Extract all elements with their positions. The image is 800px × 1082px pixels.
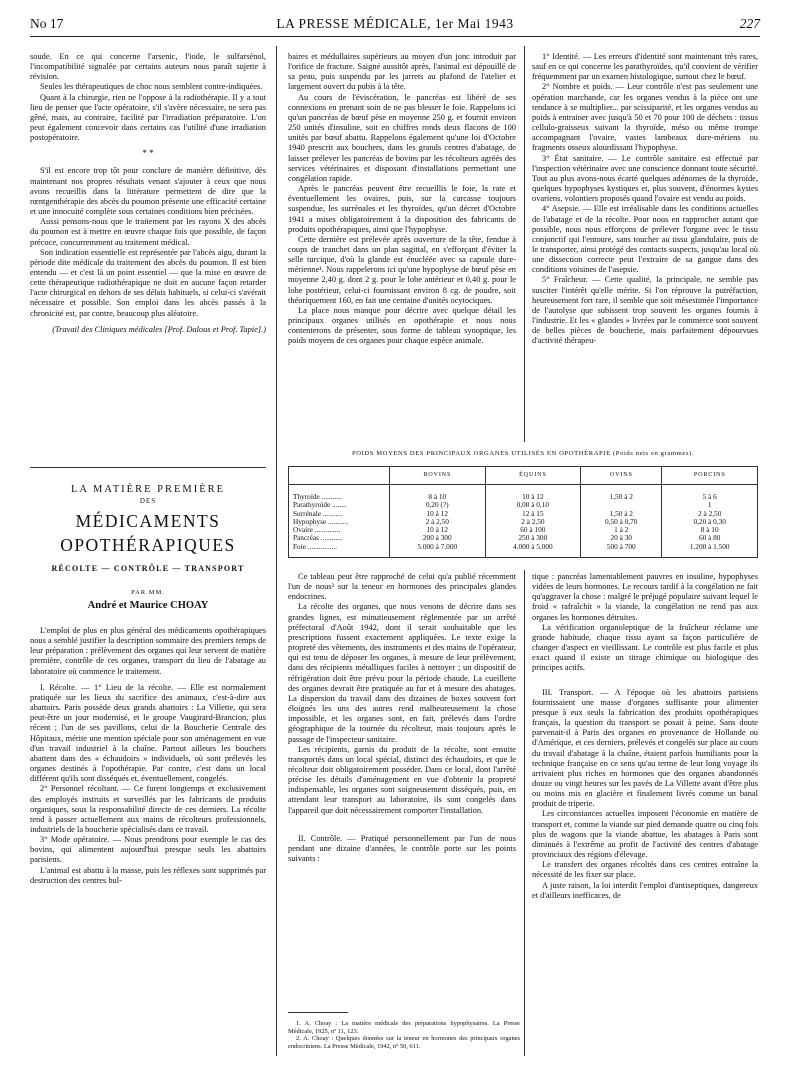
paragraph: L'animal est abattu à la masse, puis les réflexes sont supprimés par destruction des centres bul- [30,865,266,885]
table-cell: 60 à 100 [520,525,546,535]
journal-title: LA PRESSE MÉDICALE, 1er Mai 1943 [276,16,514,31]
column-2-top [288,52,516,347]
column-rule [524,570,525,1056]
column-header [289,467,390,485]
bovins-column [390,485,486,558]
table-cell: 500 à 700 [606,541,636,551]
equins-column [485,485,581,558]
footnote: 2. A. Choay : Quelques données sur la teneur en hormones des principaux organes endocriniens. La Presse Médicale, 1942, nº 50, 611. [288,1035,520,1050]
divider [30,467,266,468]
article-title-block [30,484,266,611]
table-cell: 1,50 à 2 [609,492,633,501]
organ-column [289,485,390,558]
article-des: DES [139,497,157,505]
table-cell: 60 à 80 [698,533,721,543]
table-cell: 4.000 à 5.000 [512,541,553,551]
table-cell: 250 à 300 [518,533,548,543]
paragraph: Le transfert des organes récoltés dans ces centres entraîne la nécessité de les fixer sur place. [532,860,758,880]
table-cell: 2 à 2,50 [521,516,545,526]
page-number: 227 [739,16,760,31]
table-title: POIDS MOYENS DES PRINCIPAUX ORGANES UTILISÉS EN OPOTHÉRAPIE (Poids nets en grammes). [351,450,695,457]
table-cell: 8 à 10 [428,492,447,501]
article-authors: André et Maurice CHOAY [87,600,209,611]
paragraph: Ce tableau peut être rapproché de celui qu'a publié récemment l'un de nous² sur la teneur en hormones des principales glandes endocrines. [288,572,516,602]
organ-name: Surrénale ........... [293,508,343,518]
paragraph: La place nous manque pour décrire avec quelque détail les principaux organes utilisés en opothérapie et nous nous contenterons de présenter, sous forme de tableau synoptique, les poids moyens de ces organes pour chaque espèce animale. [288,305,516,346]
ovins-column [581,485,662,558]
paragraph: Les circonstances actuelles imposent l'économie en matière de transport et, comme la viande sur pied demande quatre ou cinq fois plus de wagons que la viande abattue, les abatages à Paris sont diminués à l'extrême au profit de l'activité des centres d'abatage provinciaux des régions d'élevage. [532,809,758,860]
column-rule [524,46,525,442]
page-header [30,16,760,37]
paragraph: Quant à la chirurgie, rien ne l'oppose à la radiothérapie. Il y a tout lieu de penser que l'acte opératoire, s'il s'avère nécessaire, ne sera pas gêné, mais, au contraire, facilité par l'irradiation préparatoire. L'on peut également concevoir dans certains cas l'utilité d'une irradiation postopératoire. [30,92,266,143]
table-cell: 12 à 15 [522,508,544,518]
paragraph: Au cours de l'éviscération, le pancréas est libéré de ses connexions en prenant soin de ne pas blesser le foie. Rappelons ici qu'un pancréas de bœuf pèse en moyenne 250 g. et fournit environ 250 unités d'insuline, soit en chiffres ronds deux flacons de 100 unités par bœuf abattu. Rappelons également qu'une loi d'Octobre 1940 prescrit aux bouchers, dans les grands centres d'abatage, de laisser prélever les pancréas de bovins par les récolteurs agréés des services vétérinaires et disposant d'installations permettant une congélation rapide. [288,92,516,183]
column-header: BOVINS [390,467,486,485]
article-title-line-2: OPOTHÉRAPIQUES [60,535,236,555]
table-cell: 0,20 (?) [425,500,449,510]
organ-weights-table [288,466,758,558]
paragraph: Cette dernière est prélevée après ouverture de la tête, fendue à coups de tranchet dans un plan sagittal, en s'efforçant d'éviter la selle turcique, d'où la glande est énucléée avec sa capsule dure-mérienne¹. Nous rappelerons ici qu'une hypophyse de bœuf pèse en moyenne 2,40 g. dont 2 g. pour le lobe antérieur et 0,40 g. pour le lobe postérieur, celui-ci fournissant environ 8 cg. de poudre, soit théoriquement 160, en fait une centaine d'unités ocytociques. [288,234,516,305]
table-cell: 10 à 12 [426,508,449,518]
column-1-top [30,52,266,335]
paragraph: soude. En ce qui concerne l'arsenic, l'iode, le sulfarsénol, l'incompatibilité signalée par certains auteurs nous paraît sujette à révision. [30,52,266,82]
table-cell: 10 à 12 [426,525,449,535]
paragraph: I. Récolte. — 1° Lieu de la récolte. — Elle est normalement pratiquée sur les lieux du sacrifice des animaux, c'est-à-dire aux abattoirs. Paris possède deux grands abattoirs : La Villette, qui sera peut-être un jour modernisé, et le groupe Vaugirard-Brancion, plus récent ; l'un de ses pavillons, celui de la Boucherie Centrale des Hôpitaux, mérite une mention spéciale pour son aménagement en vue d'un travail industriel à la chaîne. Partout ailleurs les bouchers abattent dans des « échaudoirs » individuels, où sont prélevés les organes destinés à l'opothérapie. Par contre, c'est dans un local différent qu'ils sont disséqués et, éventuellement, congelés. [30,682,266,784]
organ-name: Foie ................ [293,541,337,551]
organ-name: Parathyroïde ........ [293,500,347,510]
paragraph: Son indication essentielle est représentée par l'abcès aigu, durant la période dite médicale du traitement des abcès du poumon. Il est bien entendu — et c'est là un point essentiel — que la mise en œuvre de cette thérapeutique radiothérapique ne doit en aucune façon retarder l'acte chirurgical en dehors de ses délais habituels, si celui-ci s'avérait nécessaire et possible. Son emploi dans les abcès passés à la chronicité est, par contre, beaucoup plus aléatoire. [30,247,266,318]
paragraph: L'emploi de plus en plus général des médicaments opothérapiques nous a semblé justifier la description sommaire des premiers temps de leur préparation : prélèvement des organes qui leur servent de matière première, contrôle de ces organes, transport du lieu de l'abatage au laboratoire où commence le traitement. [30,626,266,676]
paragraph: Aussi pensons-nous que le traitement par les rayons X des abcès du poumon est à mettre en œuvre chaque fois que possible, de façon précoce, concurremment au traitement médical. [30,217,266,247]
article-kicker: LA MATIÈRE PREMIÈRE [70,484,226,495]
porcins-column [662,485,758,558]
paragraph: S'il est encore trop tôt pour conclure de manière définitive, dès maintenant nos propres résultats venant s'ajouter à ceux que nous avons recueillis dans la littérature permettent de dire que la rœntgenthérapie des abcès du poumon présente une efficacité certaine et une innocuité complète sous certaines conditions bien précisées. [30,166,266,217]
article-credit: (Travail des Cliniques médicales [Prof. Dalous et Prof. Tapie].) [52,324,266,334]
organ-name: Pancréas ............ [293,533,343,543]
table-cell: 200 à 300 [422,533,452,543]
table-cell: 5 à 6 [702,492,717,501]
paragraph: II. Contrôle. — Pratiqué personnellement par l'un de nous pendant une dizaine d'années, le contrôle porte sur les points suivants : [288,833,516,864]
article-title-line-1: MÉDICAMENTS [75,511,221,531]
table-cell: 5.000 à 7.000 [417,541,458,551]
table-cell: 0,20 à 0,30 [693,516,726,526]
article-subtitle: RÉCOLTE — CONTRÔLE — TRANSPORT [51,564,245,573]
section-separator: * * [142,148,154,159]
paragraph: Après le pancréas peuvent être recueillis le foie, la rate et éventuellement les ovaires, puis, sur la carcasse toujours suspendue, les surrénales et les thyroïdes, qu'un décret d'Octobre 1941 a mises obligatoirement à la disposition des fabricants de produits opothérapiques, ainsi que l'hypophyse. [288,184,516,234]
footnotes [288,1020,520,1050]
paragraph: Seules les thérapeutiques de choc nous semblent contre-indiquées. [40,82,263,92]
footnote: 1. A. Choay : La matière médicale des préparations hypophysaires. La Presse Médicale, 1925, nº 11, 123. [288,1020,520,1035]
organ-name: Thyroïde ........... [293,492,342,501]
paragraph: Les récipients, garnis du produit de la récolte, sont ensuite transportés dans un local spécial, distinct des échaudoirs, et que le récolteur doit obligatoirement posséder. Dans ce local, dont l'arrêté précise les détails d'aménagement en vue d'obtenir la propreté indispensable, les organes sont soigneusement disséqués, puis, en attendant leur transport au laboratoire, ils sont congelés dans l'appareil que doit nécessairement comporter l'installation. [288,744,516,815]
paragraph: A juste raison, la loi interdit l'emploi d'antiseptiques, dangereux et d'ailleurs inefficaces, de [532,880,758,900]
table-cell: 1.200 à 1.500 [689,541,730,551]
table-cell: 10 à 12 [522,492,544,501]
paragraph: 1° Identité. — Les erreurs d'identité sont maintenant très rares, sauf en ce qui concerne les parathyroïdes, qu'il convient de vérifier fréquemment par un examen histologique, surtout chez le bœuf. [532,52,758,82]
article-par: PAR MM. [131,589,165,596]
column-header: OVINS [581,467,662,485]
table-cell: 1,50 à 2 [609,508,633,518]
paragraph: tique : pancréas lamentablement pauvres en insuline, hypophyses vidées de leurs hormones. Le recours tardif à la congélation ne fait qu'aggraver la chose : malgré le préjugé populaire suivant lequel le froid « rafraîchit » la viande, la congélation ne rend pas aux organes les hormones détruites. [532,572,758,622]
table-cell: 8 à 10 [700,525,719,535]
table-cell: 2 à 2,50 [425,516,449,526]
paragraph: 5° Fraîcheur. — Cette qualité, la principale, ne semble pas susciter l'intérêt qu'elle mérite. Si l'on réprouve la putréfaction, heureusement fort rare, il semble que soit mésestimée l'importance de l'autolyse que subissent trop souvent les organes fournis à l'industrie. Et les « glandes » livrées par le commerce sont souvent de belles pièces de boucherie, mais parfaitement dépourvues d'activité thérapeu- [532,275,758,346]
column-2-bottom [288,572,516,864]
paragraph: baires et médullaires supérieurs au moyen d'un jonc introduit par l'orifice de fracture. Saigné aussitôt après, l'animal est dépouillé de sa peau, puis suspendu par les jarrets au plafond de l'atelier et largement ouvert du pubis à la tête. [288,52,516,92]
table-cell: 1 à 2 [614,525,629,535]
organ-name: Hypophyse ........... [293,516,349,526]
issue-number: No 17 [30,16,64,31]
table-header-row [289,467,758,485]
table-cell: 0,50 à 0,70 [605,516,638,526]
organ-name: Ovaire .............. [293,525,341,535]
footnote-rule [288,1012,348,1013]
paragraph: La vérification organoleptique de la fraîcheur réclame une grande habitude, chaque tissu ayant sa façon particulière de changer d'aspect en vieillissant. Le contrôle est plus facile et plus exact quand il existe un titrage chimique ou biologique des principes actifs. [532,622,758,673]
table-cell: 20 à 30 [610,533,632,543]
paragraph: 2° Personnel récoltant. — Ce furent longtemps et exclusivement des employés instruits et surveillés par les fabricants de produits organiques, sous la responsabilité directe de ces derniers. La récolte tend à passer actuellement aux mains de récolteurs professionnels, industriels de la boucherie spécialisés dans ce travail. [30,784,266,834]
table-body-row [289,485,758,558]
column-rule [276,46,277,1056]
paragraph: 2° Nombre et poids. — Leur contrôle n'est pas seulement une opération marchande, car les organes vendus à la pièce ont une tendance à se multiplier... par scissiparité, et les organes vendus au poids à entrainer avec jusqu'à 50 et 70 pour 100 de déchets : tissus cellulo-graisseux suivant la thyroïde, méso ou même trompe accompagnant l'ovaire, vastes lambeaux dure-mériens ou fragments osseux alourdissant l'hypophyse. [532,82,758,153]
column-1-bottom [30,626,266,886]
table-cell: 2 à 2,50 [698,508,722,518]
column-3-top [532,52,758,347]
column-header: ÉQUINS [485,467,581,485]
paragraph: III. Transport. — A l'époque où les abattoirs parisiens fournissaient une masse d'organes suffisante pour alimenter presque à eux seuls la fabrication des produits opothérapiques français, la question du transport se posait à peine. Sans doute parvenait-il à Paris des organes en provenance de Hollande ou d'Amérique, et ces derniers, prélevés et congelés sur place au cours du travail d'abatage à la chaîne, étaient parfois humiliants pour la technique française en ce sens qu'au terme de leur long voyage ils arrivaient plus riches en hormones que des organes abandonnés douze ou vingt heures sur les pavés de La Villette avant d'être plus ou moins mis en glacière et finalement livrés comme un banal produit de triperie. [532,687,758,809]
paragraph: 3° État sanitaire. — Le contrôle sanitaire est effectué par l'inspection vétérinaire avec une conscience donnant toute sécurité. Tout au plus avons-nous écarté quelques adénomes de la thyroïde, quelques hypophyses kystiques et, plus souvent, d'énormes kystes ovariens, volontiers proposés quand l'ovaire est vendu au poids. [532,153,758,204]
column-header: PORCINS [662,467,758,485]
column-3-bottom [532,572,758,901]
paragraph: La récolte des organes, que nous venons de décrire dans ses grandes lignes, est minutieusement réglementée par un arrêté préfectoral d'Août 1942, dont il serait souhaitable que les prescriptions fussent exactement appliquées. Le texte exige la propreté des vêtements, des instruments et des mains de l'opérateur, qui est tenu de déposer les organes, à mesure de leur prélèvement, dans des récipients métalliques faciles à nettoyer ; un dispositif de réfrigération doit être prévu pour la période chaude. La cueillette des organes devrait être pratiquée au fur et à mesure des abatages. La dispersion du travail dans des dizaines de boxes souvent fort éloignés les uns des autres rend malheureusement la chose impossible, et les organes sont, en fait, prélevés dans l'ordre géographique de la tournée du récolteur, mais toujours après le passage de l'inspecteur sanitaire. [288,602,516,744]
paragraph: 3° Mode opératoire. — Nous prendrons pour exemple le cas des bovins, qui alimentent aujourd'hui presque seuls les abattoirs parisiens. [30,835,266,865]
table-cell: 1 [707,500,712,510]
paragraph: 4° Asepsie. — Elle est irréalisable dans les conditions actuelles de l'abatage et de la récolte. Pour nous en rapprocher autant que possible, nous nous efforçons de prélever l'organe avec le tissu conjonctif qui l'entoure, sans toucher au tissu glandulaire, puis de le transporter, ainsi protégé des contacts suspects, jusqu'au local où une dissection correcte peut l'extraire de sa gangue dans des conditions voisines de l'asepsie. [532,204,758,275]
table-cell: 0,08 à 0,10 [516,500,550,510]
